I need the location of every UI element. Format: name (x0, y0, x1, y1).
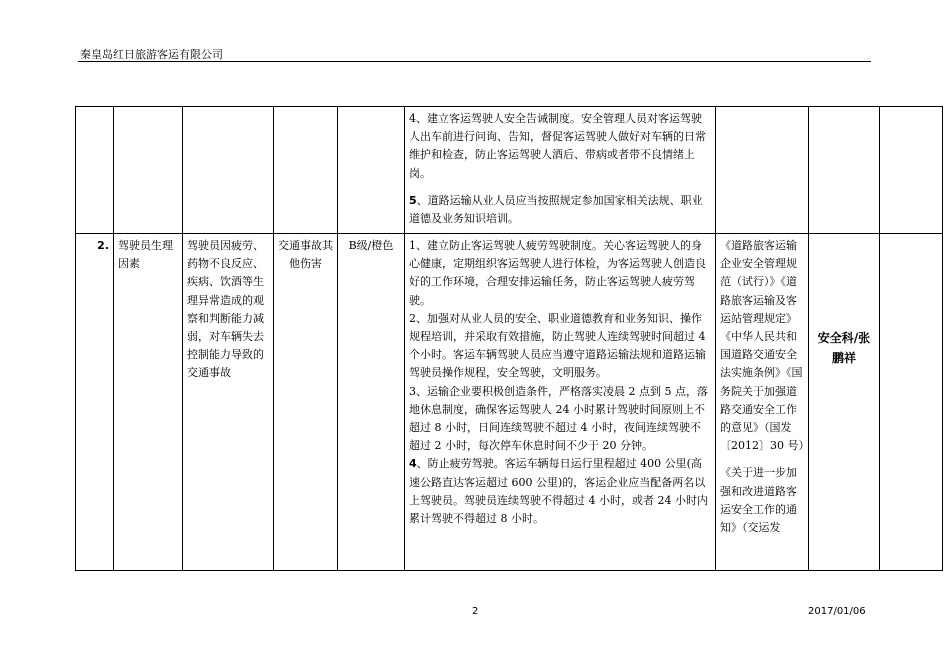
cell-harm (274, 234, 338, 571)
row-number: 2. (97, 239, 109, 252)
cell-extra (880, 234, 943, 571)
table-row (76, 107, 943, 234)
measure-item: 3、运输企业要积极创造条件，严格落实凌晨 2 点到 5 点，落地休息制度，确保客运驾驶人 24 小时累计驾驶时间原则上不超过 8 小时，日间连续驾驶不超过 4 小时，夜间连续驾驶不超过 2 小时，每次停车休息时间不少于 20 分钟。 (409, 384, 708, 453)
risk-factor-text: 驾驶员生理因素 (118, 239, 173, 271)
measure-text: 、防止疲劳驾驶。客运车辆每日运行里程超过 400 公里(高速公路直达客运超过 600 公里)的，客运企业应当配备两名以上驾驶员。驾驶员连续驾驶不得超过 4 小时，或者 24 小时内累计驾驶不得超过 8 小时。 (409, 457, 708, 526)
cell-extra (880, 107, 943, 234)
measure-number: 4 (409, 457, 417, 471)
cell-no (76, 234, 114, 571)
cell-basis (716, 234, 809, 571)
measure-item (409, 192, 711, 228)
cell-level (338, 107, 405, 234)
footer-date: 2017/01/06 (808, 606, 866, 617)
header-divider (78, 61, 871, 62)
cell-description (183, 234, 274, 571)
risk-control-table (75, 106, 943, 571)
measure-text: 、道路运输从业人员应当按照规定参加国家相关法规、职业道德及业务知识培训。 (409, 193, 703, 226)
measure-number: 5 (409, 193, 417, 207)
table-row (76, 234, 943, 571)
measure-item: 2、加强对从业人员的安全、职业道德教育和业务知识、操作规程培训，并采取有效措施，防止驾驶人连续驾驶时间超过 4 个小时。客运车辆驾驶人员应当遵守道路运输法规和道路运输驾驶员操作规程，安全驾驶，文明服务。 (409, 311, 706, 380)
cell-level (338, 234, 405, 571)
cell-measures (405, 234, 716, 571)
responsible-department: 安全科/张鹏祥 (817, 331, 871, 365)
cell-factor (114, 234, 183, 571)
measure-item (409, 455, 711, 528)
cell-factor (114, 107, 183, 234)
basis-text: 《关于进一步加强和改进道路客运安全工作的通知》（交运发 (720, 466, 797, 535)
cell-department (809, 234, 880, 571)
cell-basis (716, 107, 809, 234)
risk-description-text: 驾驶员因疲劳、药物不良反应、疾病、饮酒等生理异常造成的观察和判断能力减弱，对车辆失去控制能力导致的交通事故 (187, 239, 264, 380)
harm-type-text: 交通事故其他伤害 (278, 239, 333, 271)
cell-harm (274, 107, 338, 234)
measure-item: 1、建立防止客运驾驶人疲劳驾驶制度。关心客运驾驶人的身心健康，定期组织客运驾驶人进行体检，为客运驾驶人创造良好的工作环境，合理安排运输任务，防止客运驾驶人疲劳驾驶。 (409, 239, 706, 307)
header-company-name: 秦皇岛红日旅游客运有限公司 (80, 48, 223, 61)
cell-department (809, 107, 880, 234)
cell-description (183, 107, 274, 234)
basis-text: 《道路旅客运输企业安全管理规范（试行）》《道路旅客运输及客运站管理规定》《中华人民共和国道路交通安全法实施条例》《国务院关于加强道路交通安全工作的意见》（国发〔2012〕30 号） (720, 239, 810, 453)
cell-measures (405, 107, 716, 234)
cell-no (76, 107, 114, 234)
measure-item: 4、建立客运驾驶人安全告诫制度。安全管理人员对客运驾驶人出车前进行问询、告知，督促客运驾驶人做好对车辆的日常维护和检查，防止客运驾驶人酒后、带病或者带不良情绪上岗。 (409, 112, 706, 180)
page-number: 2 (472, 606, 479, 617)
risk-level-text: B级/橙色 (348, 239, 394, 252)
